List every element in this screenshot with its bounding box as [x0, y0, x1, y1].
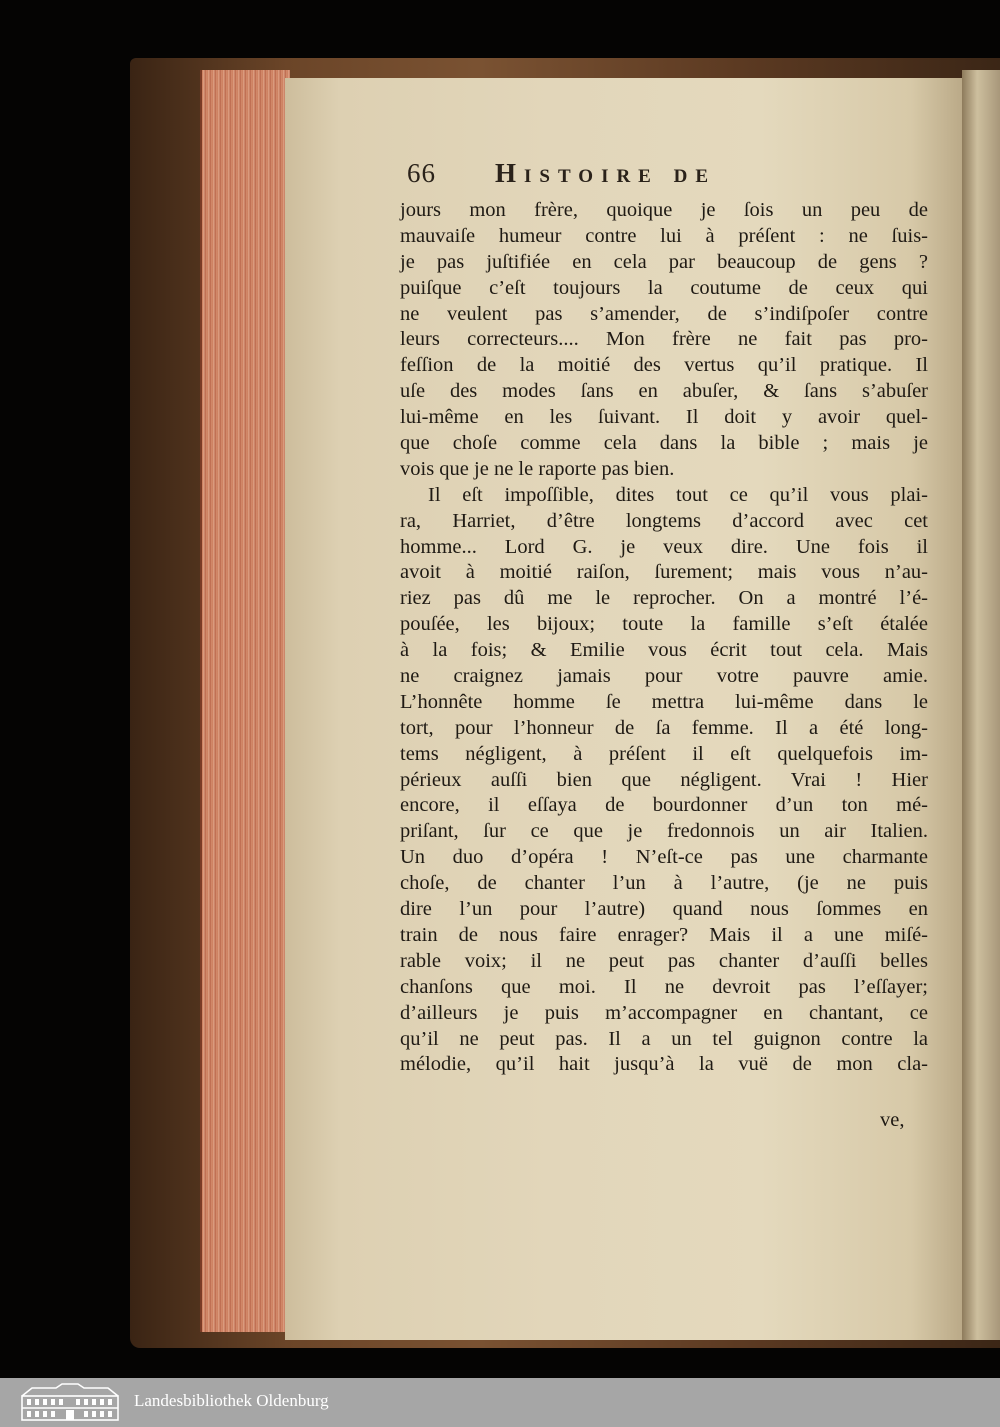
text-line: mélodie, qu’il hait jusqu’à la vuë de mon cla- — [400, 1053, 928, 1076]
page-header — [407, 158, 927, 194]
text-line: feſſion de la moitié des vertus qu’il pratique. Il — [400, 354, 928, 377]
text-line: choſe, de chanter l’un à l’autre, (je ne puis — [400, 872, 928, 895]
text-line: encore, il eſſaya de bourdonner d’un ton mé- — [400, 794, 928, 817]
library-name: Landesbibliothek Oldenburg — [134, 1391, 329, 1410]
text-line: que choſe comme cela dans la bible ; mais je — [400, 432, 928, 455]
text-line: Un duo d’opéra ! N’eſt-ce pas une charmante — [400, 846, 928, 869]
text-line: mauvaiſe humeur contre lui à préſent : ne ſuis- — [400, 224, 928, 247]
text-line: d’ailleurs je puis m’accompagner en chantant, ce — [400, 1001, 928, 1024]
text-line: tems négligent, à préſent il eſt quelquefois im- — [400, 742, 928, 765]
text-line: homme... Lord G. je veux dire. Une fois il — [400, 535, 928, 558]
text-line: qu’il ne peut pas. Il a un tel guignon contre la — [400, 1027, 928, 1050]
facing-page-gutter — [962, 70, 1000, 1340]
text-line: vois que je ne le raporte pas bien. — [400, 457, 675, 480]
text-line: pouſée, les bijoux; toute la famille s’eſt étalée — [400, 613, 928, 636]
text-line: ra, Harriet, d’être longtems d’accord avec cet — [400, 509, 928, 532]
text-line: priſant, ſur ce que je fredonnois un air Italien. — [400, 820, 928, 843]
footer-bar — [0, 1378, 1000, 1427]
running-head: Histoire de — [495, 158, 717, 188]
text-line: puiſque c’eſt toujours la coutume de ceux qui — [400, 276, 928, 299]
text-line: ne craignez jamais pour votre pauvre amie. — [400, 665, 928, 688]
text-line: Il eſt impoſſible, dites tout ce qu’il vous plai- — [428, 483, 928, 506]
text-line: train de nous faire enrager? Mais il a une miſé- — [400, 923, 928, 946]
text-line: rable voix; il ne peut pas chanter d’auſſi belles — [400, 949, 928, 972]
text-line: avoit à moitié raiſon, ſurement; mais vous n’au- — [400, 561, 928, 584]
text-line: riez pas dû me le reprocher. On a montré l’é- — [400, 587, 928, 610]
text-line: lui-même en les ſuivant. Il doit y avoir quel- — [400, 406, 928, 429]
text-line: L’honnête homme ſe mettra lui-même dans le — [400, 690, 928, 713]
text-line: ne veulent pas s’amender, de s’indiſpoſer contre — [400, 302, 928, 325]
library-building-icon — [18, 1382, 122, 1422]
text-line: uſe des modes ſans en abuſer, & ſans s’abuſer — [400, 380, 928, 403]
page-number: 66 — [407, 158, 436, 188]
text-line: leurs correcteurs.... Mon frère ne fait pas pro- — [400, 328, 928, 351]
text-line: chanſons que moi. Il ne devroit pas l’eſſayer; — [400, 975, 928, 998]
body-text — [400, 198, 928, 1078]
text-line: dire l’un pour l’autre) quand nous ſommes en — [400, 898, 928, 921]
text-line: tort, pour l’honneur de ſa femme. Il a été long- — [400, 716, 928, 739]
text-line: périeux auſſi bien que négligent. Vrai ! Hier — [400, 768, 928, 791]
text-line: je pas juſtifiée en cela par beaucoup de gens ? — [400, 250, 928, 273]
page-edges — [200, 70, 290, 1332]
text-line: jours mon frère, quoique je ſois un peu de — [400, 199, 928, 221]
text-line: à la fois; & Emilie vous écrit tout cela. Mais — [400, 639, 928, 662]
catchword: ve, — [880, 1109, 905, 1131]
